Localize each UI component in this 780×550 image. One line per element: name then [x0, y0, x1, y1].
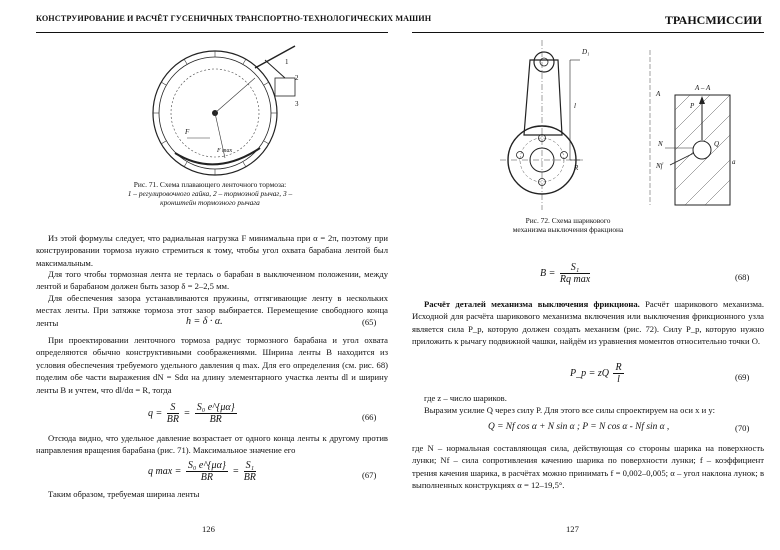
- paragraph-2: Для того чтобы тормозная лента не терлась о барабан в выключенном положении, между лентой и барабаном должен быть зазор δ = 2–2,5 мм.: [36, 269, 388, 292]
- right-paragraph-3: Выразим усилие Q через силу P. Для этого все силы спроектируем на оси x и y:: [424, 405, 716, 415]
- eq67-den2: BR: [243, 472, 256, 483]
- eq66-num2: S₀ e^{μα}: [196, 402, 235, 413]
- fig71-caption-title: Рис. 71. Схема плавающего ленточного тормоза:: [133, 180, 287, 189]
- equation-65: h = δ · α.: [186, 316, 223, 327]
- eq68-lhs: B =: [540, 267, 556, 279]
- header-rule: [36, 32, 388, 33]
- eq69-fraction: [613, 362, 623, 385]
- paragraph-1: Из этой формулы следует, что радиальная нагрузка F минимальна при α = 2π, поэтому при конструировании тормоза нужно стремиться к тому, чтобы угол охвата барабана лентой был максимальным.: [36, 233, 388, 268]
- eq66-den2: BR: [209, 414, 222, 425]
- eq66-equals: =: [183, 407, 191, 419]
- paragraph-5: Отсюда видно, что удельное давление возрастает от одного конца ленты к другому против направления вращения барабана (рис. 71). Максимальное значение его: [36, 433, 388, 456]
- right-paragraph-2: где z – число шариков.: [424, 393, 507, 403]
- fig72-label-P: P: [690, 102, 695, 110]
- band-brake-figure: [135, 38, 305, 178]
- fig72-label-D: D₁: [582, 48, 590, 56]
- eq67-lhs: q max =: [148, 465, 182, 477]
- equation-70: Q = Nf cos α + N sin α ; P = N cos α - Nf sin α ,: [488, 422, 670, 432]
- equation-65-number: (65): [362, 317, 377, 327]
- ball-mechanism-diagram: [500, 40, 770, 215]
- ball-mechanism-figure: [500, 40, 770, 215]
- eq66-den1: BR: [166, 414, 179, 425]
- right-paragraph-1: [412, 298, 764, 348]
- equation-70-number: (70): [735, 423, 750, 433]
- fig72-label-l: l: [574, 102, 576, 110]
- fig72-label-AA: A – A: [695, 84, 711, 92]
- paragraph-4: При проектировании ленточного тормоза радиус тормозного барабана и угол охвата определяются обычно конструктивными соображениями. Ширина ленты B находится из условия обеспечения требуемого удельного давления q max. Для его определения (см. рис. 68) поделим обе части выражения dN = Sdα на длину элементарного участка ленты dl и ширину ленты B и учтем, что dl/dα = R, тогда: [36, 335, 388, 395]
- eq67-num2: S₁: [245, 460, 255, 471]
- fig71-label-2: 2: [295, 74, 299, 82]
- eq67-num1: S₀ e^{μα}: [187, 460, 226, 471]
- fig71-caption-body: 1 – регулировочного гайка, 2 – тормозной рычаг, 3 – кронштейн тормозного рычага: [127, 189, 293, 207]
- fig71-caption: [110, 180, 310, 207]
- eq68-num: S₁: [560, 262, 590, 274]
- paragraph-6: Таким образом, требуемая ширина ленты: [48, 489, 200, 499]
- eq68-den: Rq max: [559, 274, 591, 285]
- eq67-fraction-2: [244, 460, 256, 483]
- eq69-lhs: P_p = zQ: [570, 367, 609, 379]
- right-paragraph-4: где N – нормальная составляющая сила, действующая со стороны шарика на поверхность лунки; Nf – сила сопротивления качению шарика по поверхности лунки; f – коэффициент трения качения шарика, в расчётах можно принимать f = 0,002–0,005; α – угол наклона лунок; в выполненных конструкциях α = 12–19,5°.: [412, 443, 764, 491]
- equation-69-number: (69): [735, 372, 750, 382]
- equation-67-number: (67): [362, 470, 377, 480]
- equation-68-number: (68): [735, 272, 750, 282]
- eq66-lhs: q =: [148, 407, 163, 419]
- eq69-num: R: [615, 362, 622, 373]
- equation-66-number: (66): [362, 412, 377, 422]
- page-number-right: 127: [566, 524, 579, 534]
- equation-67: [148, 460, 258, 483]
- fig72-caption: Рис. 72. Схема шарикового механизма выключения фракциона: [512, 216, 624, 234]
- eq67-den1: BR: [200, 472, 213, 483]
- running-header: КОНСТРУИРОВАНИЕ И РАСЧЁТ ГУСЕНИЧНЫХ ТРАНСПОРТНО-ТЕХНОЛОГИЧЕСКИХ МАШИН: [36, 14, 432, 23]
- fig72-label-Nf: Nf: [656, 162, 663, 170]
- eq69-den: l: [617, 374, 620, 385]
- fig72-label-Q: Q: [714, 140, 720, 148]
- fig71-label-F: F: [185, 128, 190, 136]
- right-paragraph-1-text: Расчёт шарикового механизма. Исходной для расчёта шарикового механизма включения или выключения фрикционного узла является сила P_p, которую должен создать механизм (рис. 72). Силу P_p, которую нужно приложить к рычагу подвижной чашки, найдём из уравнения моментов относительно точки O.: [412, 299, 764, 347]
- section-heading-bold: Расчёт деталей механизма выключения фрикциона.: [424, 299, 640, 309]
- paragraph-3: Для обеспечения зазора устанавливаются пружины, оттягивающие ленту в нескольких местах ленты. При затяжке тормоза этот зазор выбирается. Перемещение свободного конца ленты: [36, 293, 388, 328]
- fig72-label-a: a: [732, 158, 736, 166]
- fig72-label-N: N: [658, 140, 663, 148]
- fig72-label-R: R: [574, 164, 579, 172]
- right-page: [390, 0, 780, 550]
- equation-66: [148, 402, 239, 425]
- eq67-equals: =: [232, 465, 240, 477]
- fig71-label-max: F max: [217, 148, 233, 154]
- eq66-fraction-1: [167, 402, 179, 425]
- eq66-num1: S: [167, 402, 179, 414]
- eq68-fraction: [560, 262, 590, 285]
- eq67-fraction-1: [186, 460, 228, 483]
- section-title: ТРАНСМИССИИ: [664, 13, 762, 27]
- band-brake-diagram: [135, 38, 305, 178]
- fig72-label-A: A: [656, 90, 661, 98]
- equation-68: [540, 262, 592, 285]
- fig71-label-1: 1: [285, 58, 289, 66]
- page-number-left: 126: [202, 524, 215, 534]
- header-rule-right: [412, 32, 764, 33]
- equation-69: [570, 362, 626, 385]
- eq66-fraction-2: [195, 402, 237, 425]
- fig71-label-3: 3: [295, 100, 299, 108]
